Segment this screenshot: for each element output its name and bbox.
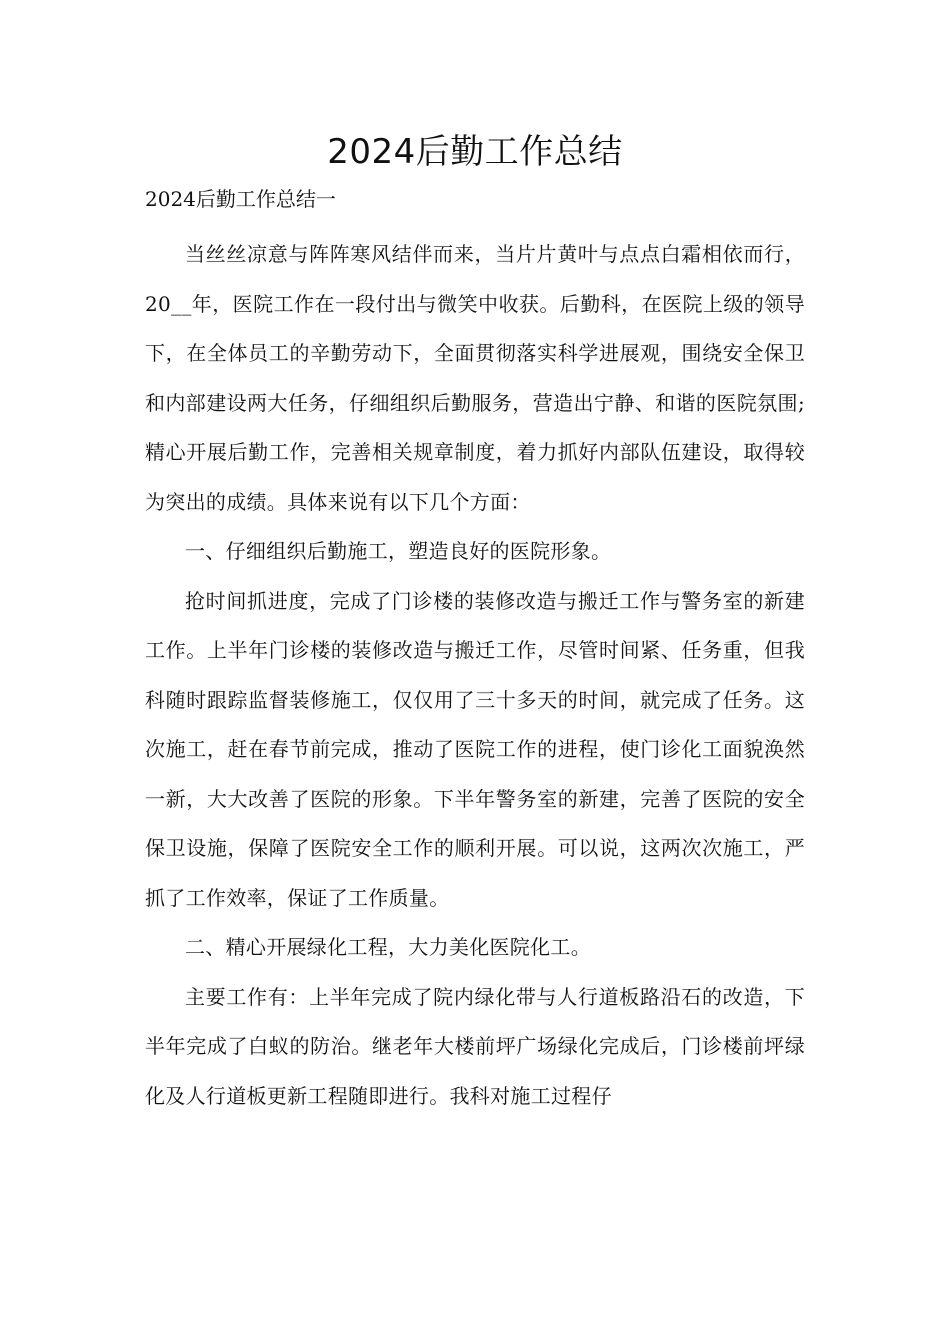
paragraph-greening: 主要工作有：上半年完成了院内绿化带与人行道板路沿石的改造，下半年完成了白蚁的防治。继老年大楼前坪广场绿化完成后，门诊楼前坪绿化及人行道板更新工程随即进行。我科对施工过程仔 [145,984,805,1108]
document-body [145,230,805,1121]
paragraph-intro: 当丝丝凉意与阵阵寒风结伴而来，当片片黄叶与点点白霜相依而行，20__年，医院工作在一段付出与微笑中收获。后勤科，在医院上级的领导下，在全体员工的辛勤劳动下，全面贯彻落实科学进展观，围绕安全保卫和内部建设两大任务，仔细组织后勤服务，营造出宁静、和谐的医院氛围;精心开展后勤工作，完善相关规章制度，着力抓好内部队伍建设，取得较为突出的成绩。具体来说有以下几个方面： [145,242,805,514]
section-subtitle: 2024后勤工作总结一 [145,187,336,211]
section-heading-2: 二、精心开展绿化工程，大力美化医院化工。 [185,935,591,959]
document-title: 2024后勤工作总结 [327,132,623,172]
paragraph-construction: 抢时间抓进度，完成了门诊楼的装修改造与搬迁工作与警务室的新建工作。上半年门诊楼的装修改造与搬迁工作，尽管时间紧、任务重，但我科随时跟踪监督装修施工，仅仅用了三十多天的时间，就完成了任务。这次施工，赶在春节前完成，推动了医院工作的进程，使门诊化工面貌涣然一新，大大改善了医院的形象。下半年警务室的新建，完善了医院的安全保卫设施，保障了医院安全工作的顺利开展。可以说，这两次次施工，严抓了工作效率，保证了工作质量。 [145,588,805,910]
section-heading-1: 一、仔细组织后勤施工，塑造良好的医院形象。 [185,539,612,563]
